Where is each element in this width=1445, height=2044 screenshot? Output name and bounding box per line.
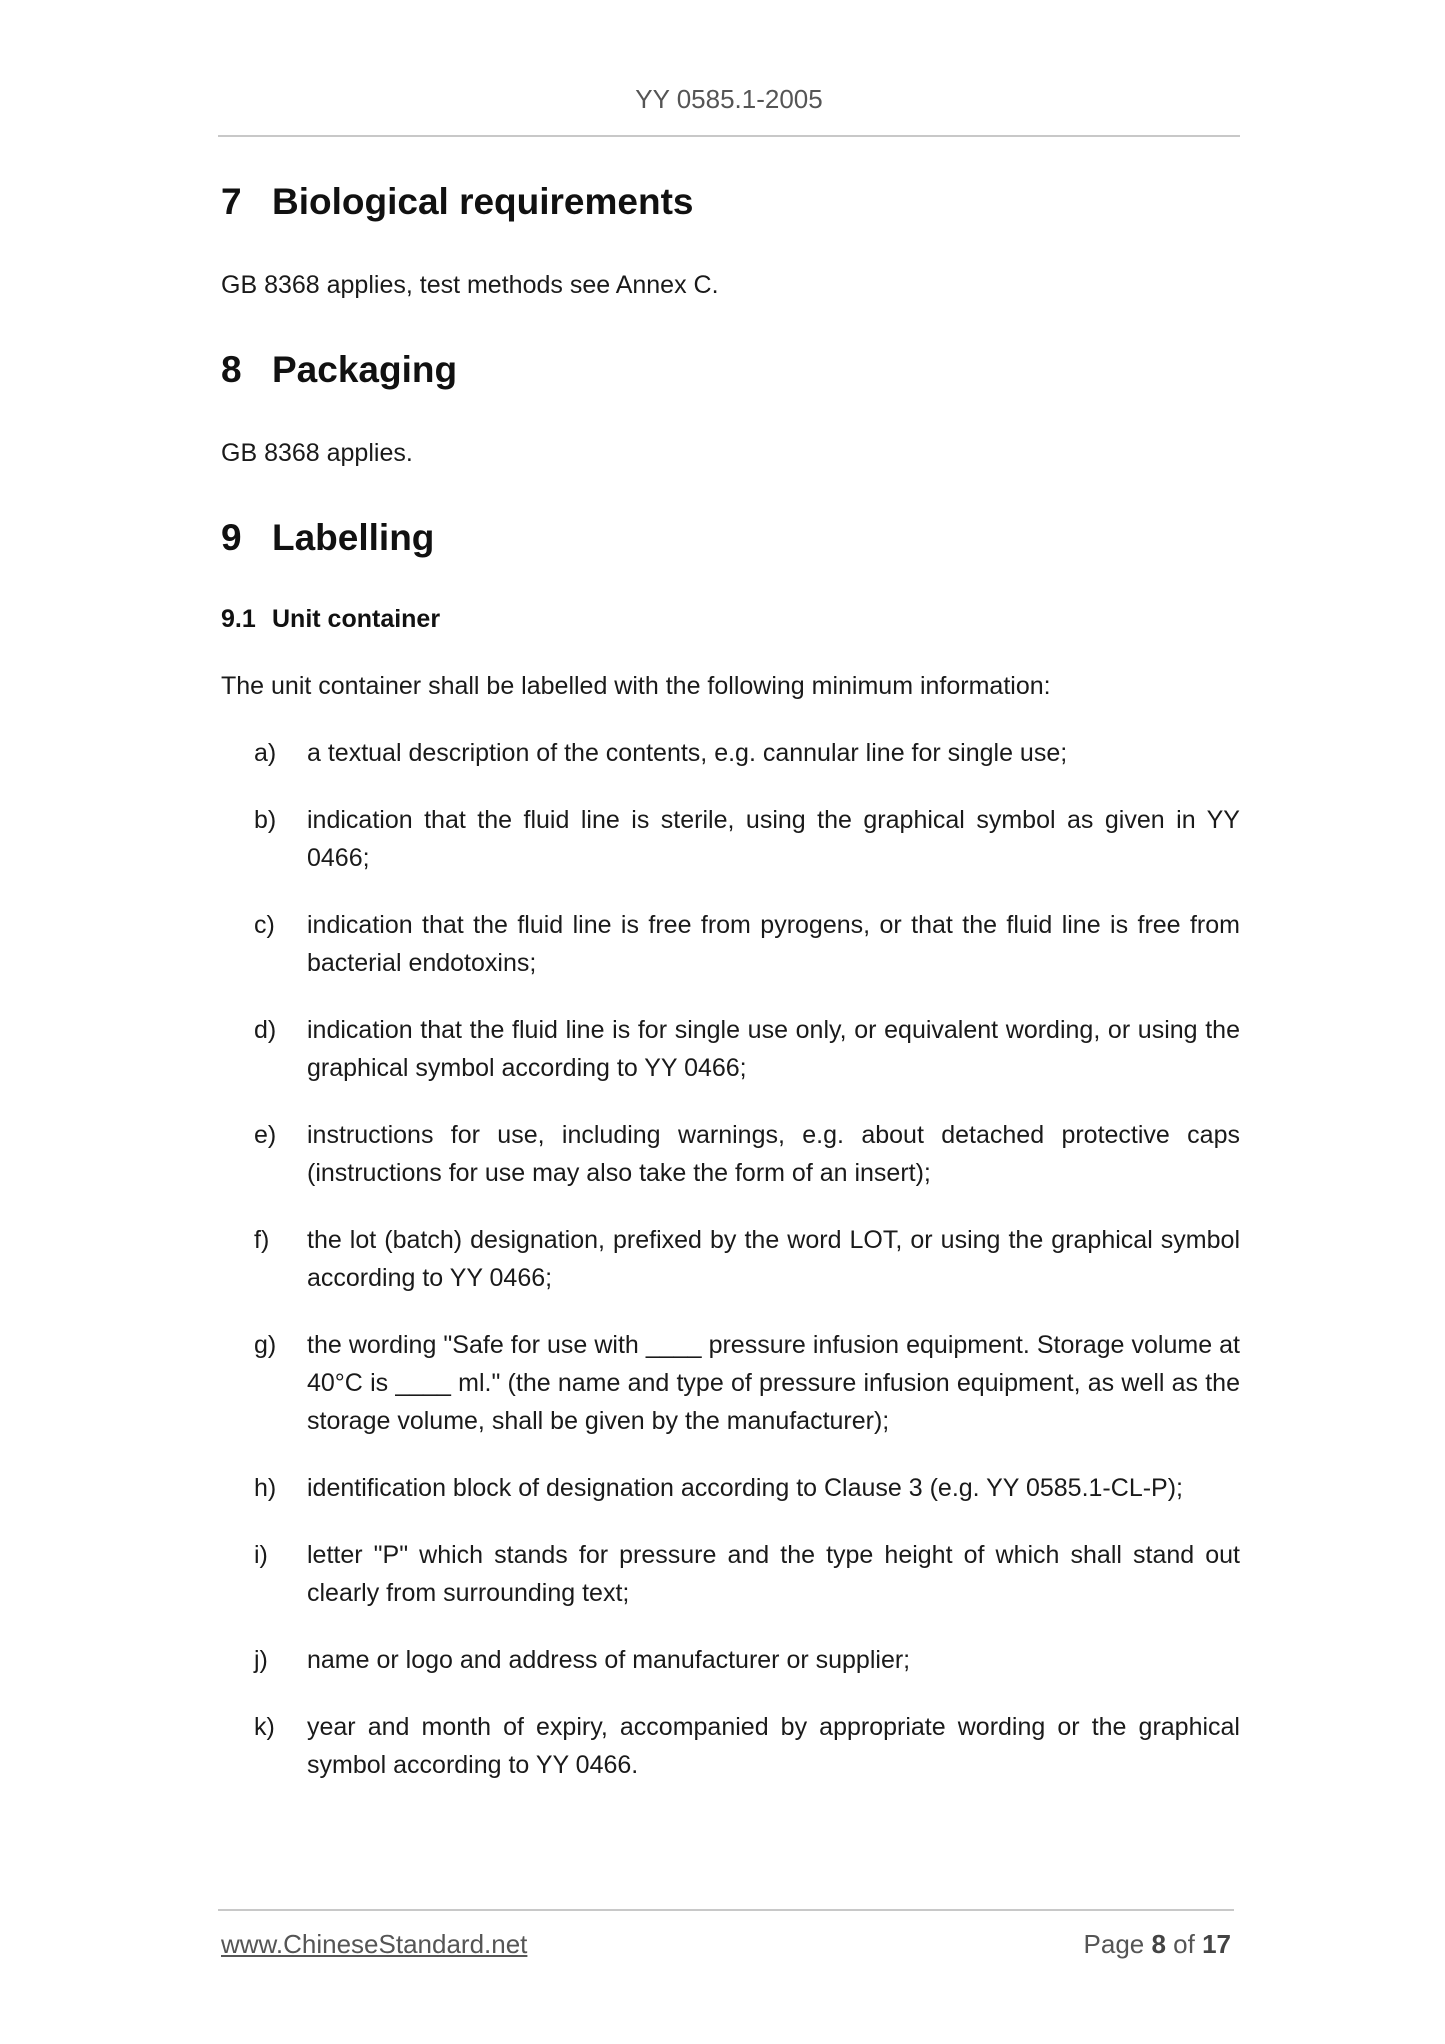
list-item (221, 1011, 1240, 1087)
list-item-text: instructions for use, including warnings, e.g. about detached protective caps (instructions for use may also take the form of an insert); (307, 1121, 1240, 1187)
list-item (221, 801, 1240, 877)
list-item-text: indication that the fluid line is sterile, using the graphical symbol as given in YY 0466; (307, 806, 1240, 872)
list-marker: h) (254, 1474, 277, 1502)
list-item-text: name or logo and address of manufacturer or supplier; (307, 1646, 911, 1674)
section-8-body: GB 8368 applies. (221, 439, 413, 467)
section-title: Packaging (272, 349, 458, 390)
list-item (221, 1116, 1240, 1192)
list-item (221, 1221, 1240, 1297)
page-of: of (1165, 1929, 1203, 1959)
list-marker: b) (254, 806, 277, 834)
list-marker: d) (254, 1016, 277, 1044)
labelling-requirements-list (221, 734, 1240, 1784)
section-7-heading (221, 180, 1240, 224)
section-title: Labelling (272, 517, 435, 558)
footer-divider (218, 1909, 1234, 1911)
page-current: 8 (1151, 1929, 1166, 1959)
list-marker: k) (254, 1713, 275, 1741)
page-total: 17 (1202, 1929, 1231, 1959)
list-marker: i) (254, 1541, 268, 1569)
list-marker: f) (254, 1226, 270, 1254)
list-item (221, 1469, 1240, 1507)
list-item-text: indication that the fluid line is for single use only, or equivalent wording, or using the graphical symbol according to YY 0466; (307, 1016, 1240, 1082)
running-header: YY 0585.1-2005 (635, 84, 823, 114)
subsection-9-1-intro: The unit container shall be labelled with the following minimum information: (221, 672, 1051, 700)
site-link[interactable]: www.ChineseStandard.net (221, 1929, 528, 1959)
list-item (221, 1708, 1240, 1784)
list-item (221, 734, 1240, 772)
section-7-body: GB 8368 applies, test methods see Annex C. (221, 271, 719, 299)
list-item (221, 906, 1240, 982)
subsection-9-1-heading (221, 600, 1240, 638)
section-title: Biological requirements (272, 181, 694, 222)
subsection-number: 9.1 (221, 605, 256, 633)
list-item-text: identification block of designation according to Clause 3 (e.g. YY 0585.1-CL-P); (307, 1474, 1183, 1502)
section-9-heading (221, 516, 1240, 560)
list-marker: e) (254, 1121, 277, 1149)
section-8-heading (221, 348, 1240, 392)
list-item-text: the wording "Safe for use with ____ pressure infusion equipment. Storage volume at 40°C is ____ ml." (the name and type of pressure infusion equipment, as well as the storage volume, shall be given by the manufacturer); (307, 1331, 1240, 1435)
section-number: 8 (221, 349, 242, 390)
list-marker: g) (254, 1331, 277, 1359)
page-content (221, 180, 1240, 1813)
subsection-title: Unit container (272, 605, 441, 633)
list-item-text: the lot (batch) designation, prefixed by the word LOT, or using the graphical symbol according to YY 0466; (307, 1226, 1240, 1292)
list-item-text: year and month of expiry, accompanied by appropriate wording or the graphical symbol according to YY 0466. (307, 1713, 1240, 1779)
list-item (221, 1536, 1240, 1612)
section-number: 9 (221, 517, 242, 558)
section-number: 7 (221, 181, 242, 222)
list-item-text: letter "P" which stands for pressure and the type height of which shall stand out clearly from surrounding text; (307, 1541, 1240, 1607)
list-marker: j) (254, 1646, 268, 1674)
page-prefix: Page (1083, 1929, 1152, 1959)
list-item-text: a textual description of the contents, e.g. cannular line for single use; (307, 739, 1068, 767)
page-footer (221, 1929, 1231, 1960)
header-divider (218, 135, 1240, 137)
list-item (221, 1326, 1240, 1440)
list-marker: a) (254, 739, 277, 767)
page-indicator (1084, 1929, 1231, 1960)
list-item (221, 1641, 1240, 1679)
list-item-text: indication that the fluid line is free from pyrogens, or that the fluid line is free from bacterial endotoxins; (307, 911, 1240, 977)
list-marker: c) (254, 911, 275, 939)
